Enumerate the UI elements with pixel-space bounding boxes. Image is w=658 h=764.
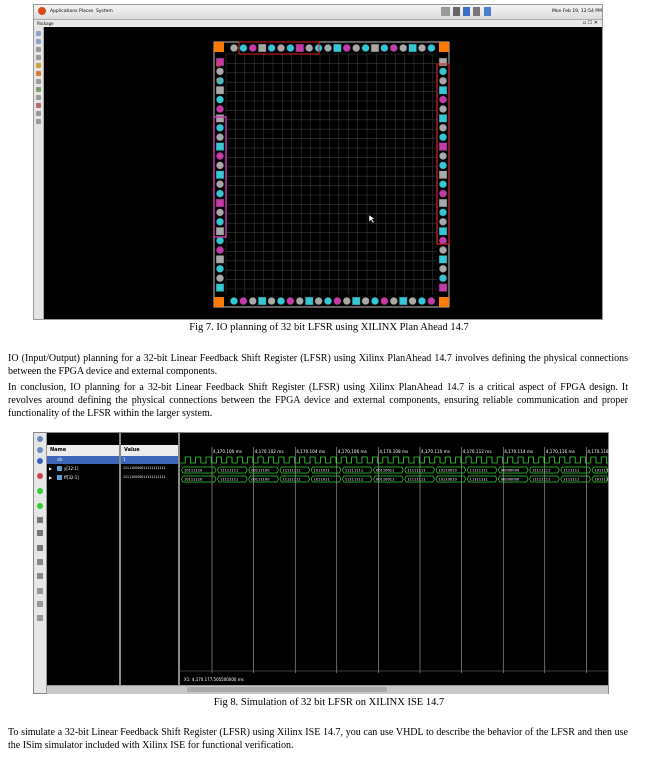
io-pin <box>439 143 447 151</box>
io-pin <box>216 86 224 94</box>
io-pin <box>439 284 447 292</box>
config-icon[interactable] <box>37 615 43 621</box>
y-bus-waveform-label: 11111111 <box>220 468 239 473</box>
io-pin <box>216 246 224 254</box>
io-pin <box>439 105 447 113</box>
value-text: 1 <box>123 457 126 462</box>
signal-row-clk[interactable] <box>47 456 119 464</box>
value-clk <box>121 456 178 464</box>
io-pin <box>428 44 436 52</box>
top-menu-bar <box>34 5 602 20</box>
scrollbar-thumb[interactable] <box>187 687 387 692</box>
menu-applications[interactable]: Applications <box>50 9 78 14</box>
mouse-cursor-icon <box>369 215 375 223</box>
io-pin <box>439 265 447 273</box>
signal-name: y[32:1] <box>64 466 79 471</box>
io-pin <box>216 114 224 122</box>
step-icon[interactable] <box>37 530 43 536</box>
signal-name: ff[32:1] <box>64 475 79 480</box>
y-bus-waveform-label: 10111110 <box>184 468 203 473</box>
timestamp-label: 4,170.106 ms <box>337 449 367 454</box>
io-pin <box>240 44 248 52</box>
timestamp-label: 4,170.104 ms <box>296 449 326 454</box>
timestamp-label: 4,170.100 ms <box>213 449 242 454</box>
timestamp-label: 4,170.116 ms <box>545 449 575 454</box>
io-pin <box>439 152 447 160</box>
horizontal-scrollbar[interactable] <box>47 685 608 694</box>
io-pin <box>216 255 224 263</box>
io-pin <box>418 297 426 305</box>
bank-label-g: G <box>216 77 221 84</box>
volume-icon[interactable] <box>453 7 460 16</box>
bank-label-c: C <box>216 62 221 69</box>
io-pin <box>216 274 224 282</box>
io-pin <box>439 86 447 94</box>
io-pin <box>399 44 407 52</box>
io-pin <box>216 124 224 132</box>
zoom-in-icon[interactable] <box>36 31 41 36</box>
save-icon[interactable] <box>37 588 43 594</box>
io-pin <box>216 105 224 113</box>
signal-row-ff[interactable] <box>47 474 119 482</box>
marker-add-icon[interactable] <box>37 488 43 494</box>
package-tab[interactable]: Package <box>37 21 54 26</box>
route-icon[interactable] <box>36 87 41 92</box>
package-view-canvas[interactable] <box>44 27 602 319</box>
io-pin <box>216 227 224 235</box>
ff-bus-waveform-label: 10111110 <box>184 477 203 482</box>
ff-bus-waveform-label: 00111100 <box>251 477 270 482</box>
value-header[interactable]: Value <box>121 445 178 456</box>
y-bus-waveform-label: 11111111 <box>282 468 301 473</box>
print-icon[interactable] <box>36 119 41 124</box>
io-pin <box>216 143 224 151</box>
paragraph-simulation: To simulate a 32-bit Linear Feedback Shift Register (LFSR) using Xilinx ISE 14.7, you can use VHDL to describe the behavior of the LFSR and then use the ISim simulator included with Xilinx ISE for functional verification. <box>8 727 628 751</box>
io-pin <box>439 162 447 170</box>
ff-bus-waveform-label: 11111111 <box>344 477 364 482</box>
zoom-out-icon[interactable] <box>37 447 43 453</box>
io-pin <box>390 44 398 52</box>
ff-bus-waveform-label: 11111111 <box>220 477 239 482</box>
io-pin <box>439 171 447 179</box>
value-ff: 111110000011111111111 <box>123 475 166 479</box>
marker-next-icon[interactable] <box>37 503 43 509</box>
signal-row-y[interactable] <box>47 465 119 473</box>
io-pin <box>230 297 238 305</box>
io-pin <box>277 297 285 305</box>
settings-icon[interactable] <box>36 111 41 116</box>
filter-icon[interactable] <box>36 103 41 108</box>
io-pin <box>216 237 224 245</box>
y-bus-waveform-label: 11111111 <box>469 468 488 473</box>
y-bus-waveform-label: 11111111 <box>532 468 551 473</box>
io-pin <box>418 44 426 52</box>
io-pin <box>216 152 224 160</box>
timestamp-label: 4,170.110 ms <box>421 449 450 454</box>
properties-icon[interactable] <box>36 95 41 100</box>
clk-waveform <box>180 457 608 463</box>
menu-system[interactable]: System <box>96 9 113 14</box>
io-pin <box>216 209 224 217</box>
goto-time-icon[interactable] <box>37 517 43 523</box>
y-bus-waveform-label: 1111111 <box>563 468 580 473</box>
io-pin <box>216 199 224 207</box>
io-pin <box>439 68 447 76</box>
clock[interactable]: Mon Feb 19, 12:54 PM <box>552 9 602 14</box>
io-pin <box>439 209 447 217</box>
zoom-area-icon[interactable] <box>36 55 41 60</box>
io-pin <box>439 190 447 198</box>
y-bus-waveform-label: 10111110 <box>594 468 613 473</box>
paragraph-conclusion: In conclusion, IO planning for a 32-bit Linear Feedback Shift Register (LFSR) using Xilinx PlanAhead 14.7 is a critical aspect of FPGA design. It revolves around defining the physical connections between the FPGA device and external components, ensuring reliable communication and proper functionality of the LFSR within the larger system. <box>8 382 628 419</box>
io-pin <box>296 297 304 305</box>
waveform-pane[interactable]: 4,170.100 ms 4,170.102 ms 4,170.104 ms 4,170.106 ms 4,170.108 ms 4,170.110 ms 4,170.112 ms 4,170.114 ms 4,170.116 ms 4,170.118 10111110 11111111 00111100 11111111 1011011 11111111 00110011 11111111 10110010 11111111 00000000 11111111 1111111 10111110 10111110 11111111 00111100 11111111 1011011 11111111 00110011 11111111 10110010 11111111 00000000 11111111 1111111 10111110 X1: 4,170.177.505500000 ms <box>180 433 608 685</box>
io-pin <box>334 297 342 305</box>
corner-pad <box>439 42 449 52</box>
timestamp-label: 4,170.114 ms <box>504 449 534 454</box>
ff-bus-waveform-label: 11111111 <box>282 477 301 482</box>
name-header[interactable]: Name <box>47 445 119 456</box>
y-bus-waveform-label: 00110011 <box>376 468 395 473</box>
bus-icon <box>57 475 62 480</box>
figure-8-caption: Fig 8. Simulation of 32 bit LFSR on XILINX ISE 14.7 <box>213 697 445 708</box>
io-pin <box>439 227 447 235</box>
y-bus-waveform-label: 11111111 <box>407 468 426 473</box>
io-pin <box>258 44 266 52</box>
io-pin <box>216 133 224 141</box>
select-icon[interactable] <box>36 63 41 68</box>
io-pin <box>362 44 370 52</box>
io-pin <box>315 297 323 305</box>
io-pin <box>287 297 295 305</box>
io-pin <box>439 274 447 282</box>
ff-bus-waveform-label: 11111111 <box>469 477 488 482</box>
io-pin <box>439 218 447 226</box>
y-bus-waveform-label: 00111100 <box>251 468 270 473</box>
io-pin <box>390 297 398 305</box>
timestamp-label: 4,170.108 ms <box>379 449 409 454</box>
io-pin <box>409 44 417 52</box>
timestamp-label: 4,170.102 ms <box>254 449 284 454</box>
signal-name: clk <box>57 457 63 462</box>
io-pin <box>439 255 447 263</box>
io-pin <box>439 237 447 245</box>
io-pin <box>305 297 313 305</box>
io-pin <box>399 297 407 305</box>
mark-icon[interactable] <box>36 79 41 84</box>
io-pin <box>324 297 332 305</box>
io-pin <box>352 44 360 52</box>
planahead-screenshot <box>33 4 603 320</box>
network-icon[interactable] <box>463 7 470 16</box>
isim-screenshot <box>33 432 613 694</box>
io-pin <box>439 180 447 188</box>
io-pin <box>362 297 370 305</box>
ff-bus-waveform-label: 10110010 <box>438 477 457 482</box>
io-pin <box>216 265 224 273</box>
corner-pad <box>214 297 224 307</box>
io-pin <box>409 297 417 305</box>
io-pin <box>277 44 285 52</box>
user-icon[interactable] <box>484 7 491 16</box>
io-pin <box>216 284 224 292</box>
y-bus-waveform-label: 00000000 <box>500 468 520 473</box>
highlight-icon[interactable] <box>36 71 41 76</box>
waveform-canvas <box>180 433 613 685</box>
io-pin <box>230 44 238 52</box>
vertical-toolbar <box>34 27 44 319</box>
applications-icon[interactable] <box>38 7 46 15</box>
corner-pad <box>214 42 224 52</box>
io-pin <box>439 124 447 132</box>
signal-value-pane <box>121 433 180 685</box>
io-pin <box>343 44 351 52</box>
io-pin <box>249 44 257 52</box>
signal-name-pane <box>47 433 121 685</box>
isim-toolbar <box>34 433 47 693</box>
swap-icon[interactable] <box>37 545 43 551</box>
y-bus-waveform-label: 11111111 <box>344 468 364 473</box>
io-pin <box>381 297 389 305</box>
timestamp-label: 4,170.118 <box>587 449 609 454</box>
ff-bus-waveform-label: 10111110 <box>594 477 613 482</box>
io-pin <box>268 44 276 52</box>
io-pin <box>333 44 341 52</box>
expand-icon[interactable]: ▶ <box>49 466 53 471</box>
io-pin <box>439 199 447 207</box>
io-pin <box>216 96 224 104</box>
io-pin <box>258 297 266 305</box>
zoom-out-icon[interactable] <box>36 39 41 44</box>
io-pin <box>240 297 248 305</box>
y-bus-waveform-label: 1011011 <box>313 468 330 473</box>
io-pin <box>249 297 257 305</box>
window-controls-icon[interactable]: ▫ ☐ ✕ <box>582 20 598 26</box>
io-pin <box>439 77 447 85</box>
flip-icon[interactable] <box>37 573 43 579</box>
bus-icon <box>57 466 62 471</box>
y-bus-waveform-label: 10110010 <box>438 468 457 473</box>
io-pin <box>216 190 224 198</box>
io-pin <box>324 44 332 52</box>
display-icon[interactable] <box>473 7 480 16</box>
io-pin <box>439 58 447 66</box>
snap-icon[interactable] <box>37 559 43 565</box>
ff-bus-waveform-label: 11111111 <box>532 477 551 482</box>
io-pin <box>439 96 447 104</box>
zoom-fit-icon[interactable] <box>37 458 43 464</box>
io-pin <box>343 297 351 305</box>
ff-bus-waveform-label: 00110011 <box>376 477 395 482</box>
menu-places[interactable]: Places <box>79 9 94 14</box>
ff-bus-waveform-label: 11111111 <box>407 477 426 482</box>
io-pin <box>439 246 447 254</box>
io-pin <box>216 180 224 188</box>
io-pin <box>296 44 304 52</box>
io-pin <box>287 44 295 52</box>
io-pin <box>305 44 313 52</box>
io-pin <box>216 218 224 226</box>
io-pin <box>371 297 379 305</box>
paragraph-io-planning: IO (Input/Output) planning for a 32-bit Linear Feedback Shift Register (LFSR) using Xilinx PlanAhead 14.7 involves defining the physical connections between the FPGA device and external components. <box>8 353 628 377</box>
tray-icon[interactable] <box>441 7 450 16</box>
io-pin <box>216 162 224 170</box>
figure-7-caption: Fig 7. IO planning of 32 bit LFSR using XILINX Plan Ahead 14.7 <box>189 322 469 333</box>
package-diagram <box>44 27 602 319</box>
io-pin <box>381 44 389 52</box>
io-pin <box>439 114 447 122</box>
timestamp-label: 4,170.112 ms <box>462 449 492 454</box>
io-pin <box>352 297 360 305</box>
print-icon[interactable] <box>37 601 43 607</box>
io-pin <box>439 133 447 141</box>
ff-bus-waveform-label: 1111111 <box>563 477 580 482</box>
expand-icon[interactable]: ▶ <box>49 475 53 480</box>
io-pin <box>428 297 436 305</box>
ff-bus-waveform-label: 00000000 <box>500 477 520 482</box>
value-y: 111110000011111111111 <box>123 466 166 470</box>
corner-pad <box>439 297 449 307</box>
io-pin <box>268 297 276 305</box>
cursor-icon[interactable] <box>37 473 43 479</box>
io-pin <box>216 171 224 179</box>
zoom-in-icon[interactable] <box>37 436 43 442</box>
ff-bus-waveform-label: 1011011 <box>313 477 330 482</box>
io-pin <box>371 44 379 52</box>
zoom-fit-icon[interactable] <box>36 47 41 52</box>
